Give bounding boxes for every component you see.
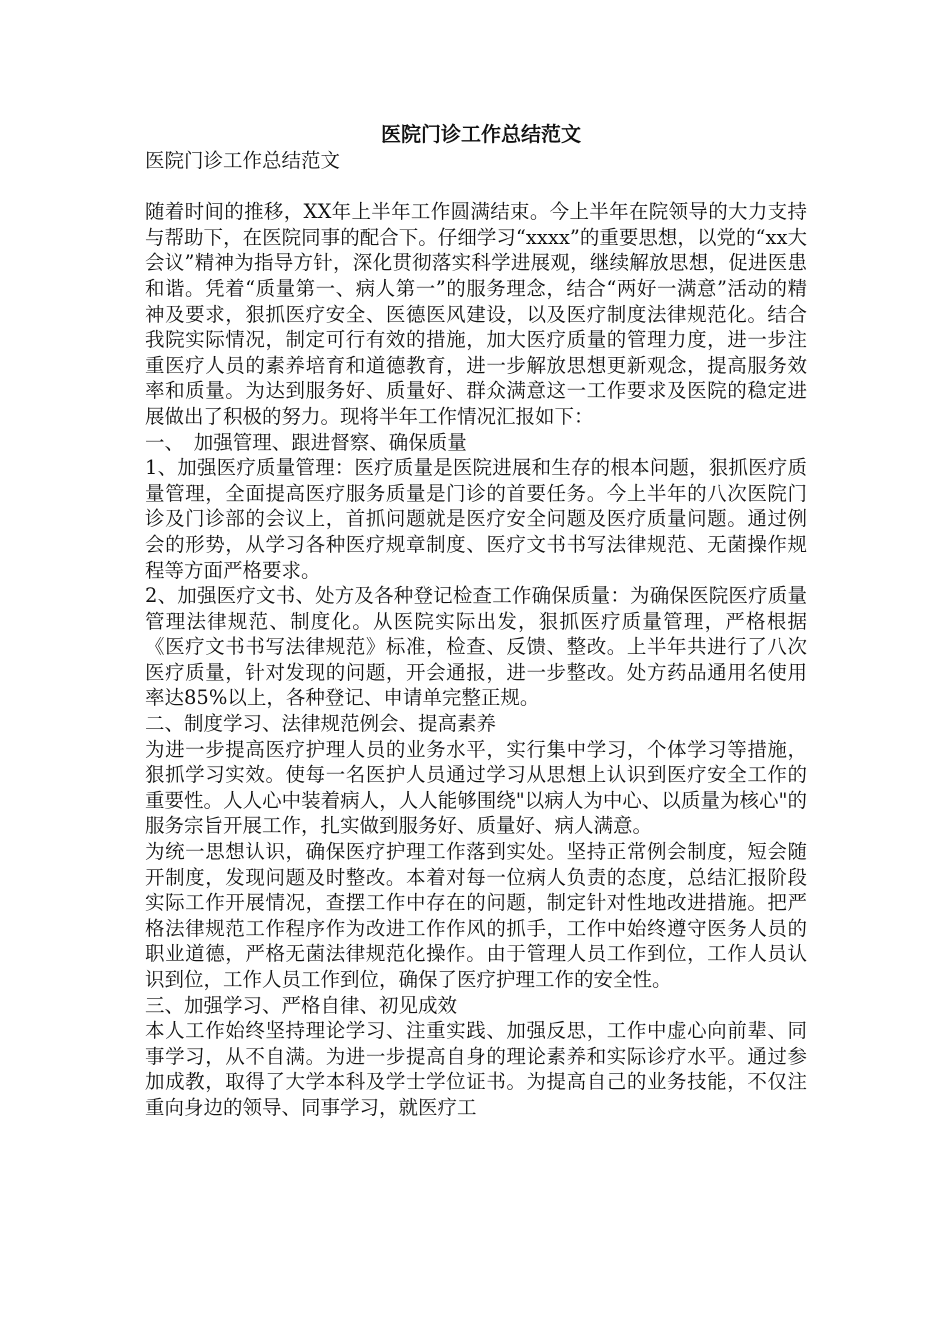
blank-line <box>145 174 807 200</box>
document-subtitle: 医院门诊工作总结范文 <box>145 149 341 172</box>
paragraph-quality-management: 1、加强医疗质量管理：医疗质量是医院进展和生存的根本问题，狠抓医疗质量管理，全面提高医疗服务质量是门诊的首要任务。今上半年的八次医院门诊及门诊部的会议上，首抓问题就是医疗安全问题及医疗质量问题。通过例会的形势，从学习各种医疗规章制度、医疗文书书写法律规范、无菌操作规程等方面严格要求。 <box>145 456 807 582</box>
section-heading-3: 三、加强学习、严格自律、初见成效 <box>145 993 458 1017</box>
section-heading-1: 一、 加强管理、跟进督察、确保质量 <box>145 430 467 454</box>
paragraph-medical-documents: 2、加强医疗文书、处方及各种登记检查工作确保质量：为确保医院医疗质量管理法律规范、制度化。从医院实际出发，狠抓医疗质量管理，严格根据《医疗文书书写法律规范》标准，检查、反馈、整改。上半年共进行了八次医疗质量，针对发现的问题，开会通报，进一步整改。处方药品通用名使用率达85%以上，各种登记、申请单完整正规。 <box>145 584 807 710</box>
document-title: 医院门诊工作总结范文 <box>381 122 581 146</box>
paragraph-self-study: 本人工作始终坚持理论学习、注重实践、加强反思，工作中虚心向前辈、同事学习，从不自满。为进一步提高自身的理论素养和实际诊疗水平。通过参加成教，取得了大学本科及学士学位证书。为提高自己的业务技能，不仅注重向身边的领导、同事学习，就医疗工 <box>145 1019 807 1119</box>
paragraph-unify-thinking: 为统一思想认识，确保医疗护理工作落到实处。坚持正常例会制度，短会随开制度，发现问题及时整改。本着对每一位病人负责的态度，总结汇报阶段实际工作开展情况，查摆工作中存在的问题，制定针对性地改进措施。把严格法律规范工作程序作为改进工作作风的抓手，工作中始终遵守医务人员的职业道德，严格无菌法律规范化操作。由于管理人员工作到位，工作人员认识到位，工作人员工作到位，确保了医疗护理工作的安全性。 <box>145 840 807 991</box>
intro-paragraph: 随着时间的推移，XX年上半年工作圆满结束。今上半年在院领导的大力支持与帮助下，在医院同事的配合下。仔细学习“xxxx”的重要思想，以党的“xx大会议”精神为指导方针，深化贯彻落实科学进展观，继续解放思想，促进医患和谐。凭着“质量第一、病人第一”的服务理念，结合“两好一满意”活动的精神及要求，狠抓医疗安全、医德医风建设，以及医疗制度法律规范化。结合我院实际情况，制定可行有效的措施，加大医疗质量的管理力度，进一步注重医疗人员的素养培育和道德教育，进一步解放思想更新观念，提高服务效率和质量。为达到服务好、质量好、群众满意这一工作要求及医院的稳定进展做出了积极的努力。现将半年工作情况汇报如下： <box>145 200 807 428</box>
section-heading-2: 二、制度学习、法律规范例会、提高素养 <box>145 712 497 736</box>
document-page <box>145 120 807 1121</box>
paragraph-study: 为进一步提高医疗护理人员的业务水平，实行集中学习，个体学习等措施，狠抓学习实效。使每一名医护人员通过学习从思想上认识到医疗安全工作的重要性。人人心中装着病人，人人能够围绕"以病人为中心、以质量为核心"的服务宗旨开展工作，扎实做到服务好、质量好、病人满意。 <box>145 737 807 838</box>
